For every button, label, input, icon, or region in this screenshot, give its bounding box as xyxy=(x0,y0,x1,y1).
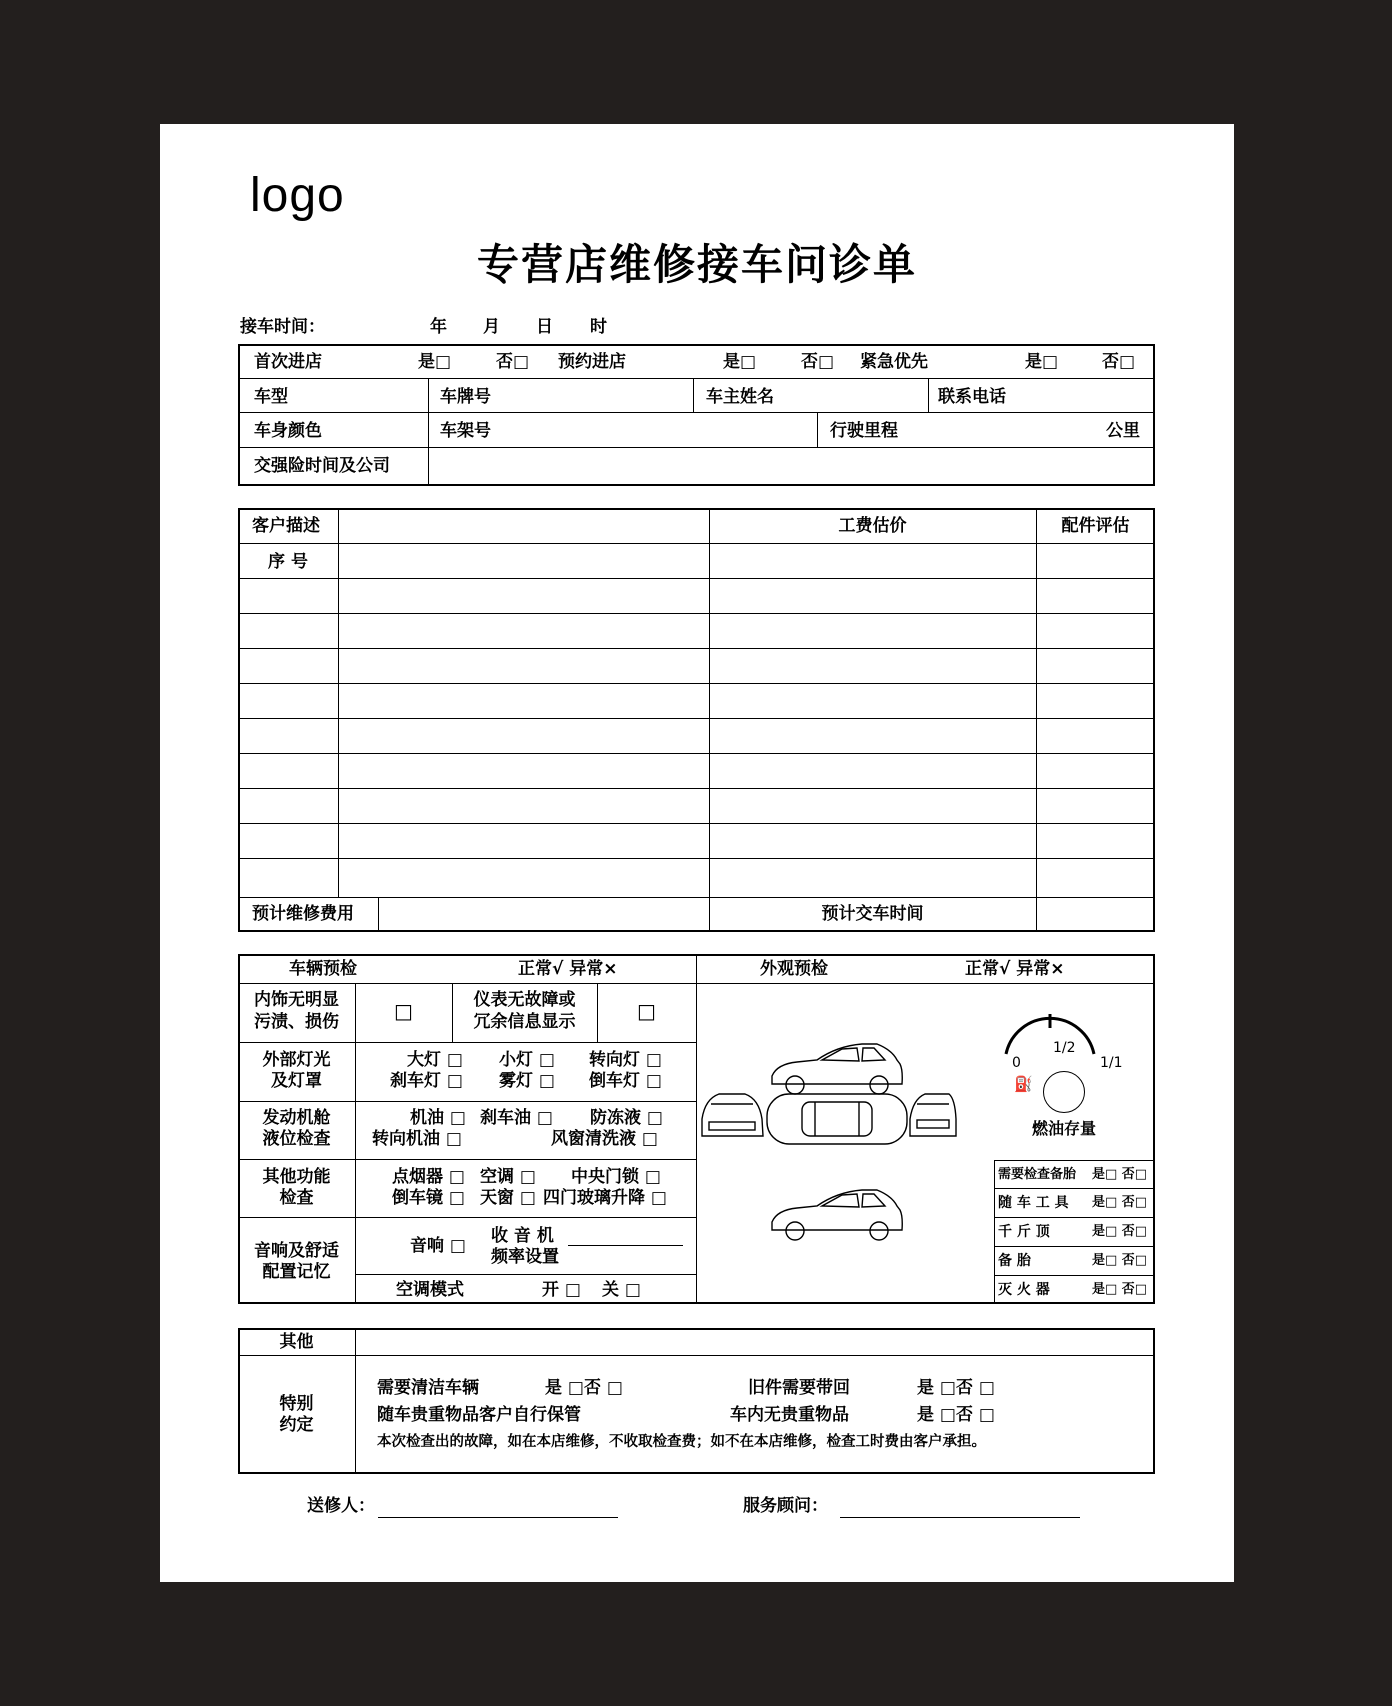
plate-label: 车牌号 xyxy=(440,387,491,407)
est-delivery-label: 预计交车时间 xyxy=(821,904,924,924)
fuel-zero: 0 xyxy=(1012,1055,1021,1071)
dash-label: 仪表无故障或 xyxy=(473,990,576,1010)
reception-time-label: 接车时间： xyxy=(240,317,325,337)
vin-label: 车架号 xyxy=(440,421,491,441)
appointment-label: 预约进店 xyxy=(558,352,626,372)
fuel-pump-icon: ⛽ xyxy=(1014,1075,1033,1093)
valuables-label: 随车贵重物品客户自行保管 xyxy=(377,1405,581,1425)
car-front-view xyxy=(702,1094,763,1136)
appointment-yes[interactable]: 是□ xyxy=(723,352,757,372)
dash-label-2: 冗余信息显示 xyxy=(473,1012,576,1032)
washer-check[interactable]: 风窗清洗液 □ xyxy=(551,1129,658,1149)
form-sheet xyxy=(160,124,1234,1582)
brake-oil-check[interactable]: 刹车油 □ xyxy=(480,1108,553,1128)
fuel-circle xyxy=(1043,1071,1085,1113)
est-cost-label: 预计维修费用 xyxy=(252,904,354,924)
sunroof-check[interactable]: 天窗 □ xyxy=(480,1188,536,1208)
freq-label: 频率设置 xyxy=(491,1247,559,1267)
tools-opt[interactable]: 是□ 否□ xyxy=(1092,1195,1148,1210)
audio-check[interactable]: 音响 □ xyxy=(410,1236,466,1256)
advisor-signature-line[interactable] xyxy=(840,1517,1080,1518)
day-label: 日 xyxy=(536,317,553,337)
lighter-check[interactable]: 点烟器 □ xyxy=(392,1167,465,1187)
ac-mode-label: 空调模式 xyxy=(396,1280,464,1300)
first-visit-no[interactable]: 否□ xyxy=(496,352,530,372)
phone-label: 联系电话 xyxy=(938,387,1006,407)
model-label: 车型 xyxy=(254,387,288,407)
year-label: 年 xyxy=(430,317,447,337)
mileage-label: 行驶里程 xyxy=(830,421,898,441)
interior-label-2: 污渍、损伤 xyxy=(254,1012,339,1032)
jack-opt[interactable]: 是□ 否□ xyxy=(1092,1224,1148,1239)
fuel-full: 1/1 xyxy=(1100,1055,1123,1071)
hour-label: 时 xyxy=(590,317,607,337)
engine-label-2: 液位检查 xyxy=(262,1129,331,1149)
jack-label: 千 斤 顶 xyxy=(998,1224,1050,1240)
other-func-label: 其他功能 xyxy=(262,1167,331,1187)
extinguisher-label: 灭 火 器 xyxy=(998,1282,1050,1298)
car-side-view-bottom xyxy=(772,1190,902,1240)
exterior-legend: 正常√ 异常× xyxy=(965,959,1065,979)
sender-label: 送修人： xyxy=(307,1496,375,1516)
old-parts-opt[interactable]: 是 □否 □ xyxy=(917,1378,995,1398)
urgent-yes[interactable]: 是□ xyxy=(1025,352,1059,372)
parts-header: 配件评估 xyxy=(1061,516,1130,536)
smalllight-check[interactable]: 小灯 □ xyxy=(499,1050,555,1070)
other-table xyxy=(238,1328,1155,1474)
clean-label: 需要清洁车辆 xyxy=(377,1378,479,1398)
form-title: 专营店维修接车问诊单 xyxy=(476,240,917,289)
first-visit-yes[interactable]: 是□ xyxy=(418,352,452,372)
headlight-check[interactable]: 大灯 □ xyxy=(407,1050,463,1070)
owner-label: 车主姓名 xyxy=(706,387,774,407)
antifreeze-check[interactable]: 防冻液 □ xyxy=(590,1108,663,1128)
no-valuables-label: 车内无贵重物品 xyxy=(730,1405,849,1425)
fuel-label: 燃油存量 xyxy=(1032,1119,1097,1138)
car-rear-view xyxy=(910,1094,956,1136)
fuel-half: 1/2 xyxy=(1053,1040,1076,1056)
dash-checkbox[interactable]: □ xyxy=(637,999,656,1023)
spare-check-opt[interactable]: 是□ 否□ xyxy=(1092,1167,1148,1182)
vehicle-precheck-header: 车辆预检 xyxy=(289,959,357,979)
ac-off-check[interactable]: 关 □ xyxy=(602,1280,641,1300)
spare-opt[interactable]: 是□ 否□ xyxy=(1092,1253,1148,1268)
vehicle-legend: 正常√ 异常× xyxy=(518,959,618,979)
urgent-no[interactable]: 否□ xyxy=(1102,352,1136,372)
brakelight-check[interactable]: 刹车灯 □ xyxy=(390,1071,463,1091)
spare-check-label: 需要检查备胎 xyxy=(998,1167,1077,1182)
color-label: 车身颜色 xyxy=(254,421,322,441)
sender-signature-line[interactable] xyxy=(378,1517,618,1518)
seq-header: 序 号 xyxy=(268,552,308,572)
first-visit-label: 首次进店 xyxy=(254,352,322,372)
lights-label: 外部灯光 xyxy=(262,1050,331,1070)
engine-label: 发动机舱 xyxy=(262,1108,331,1128)
radio-underline[interactable] xyxy=(568,1245,683,1246)
other-func-label-2: 检查 xyxy=(279,1188,314,1208)
advisor-label: 服务顾问： xyxy=(743,1496,828,1516)
logo: logo xyxy=(250,169,345,222)
interior-label: 内饰无明显 xyxy=(254,990,339,1010)
interior-checkbox[interactable]: □ xyxy=(394,999,413,1023)
ac-check[interactable]: 空调 □ xyxy=(480,1167,536,1187)
steering-oil-check[interactable]: 转向机油 □ xyxy=(372,1129,462,1149)
old-parts-label: 旧件需要带回 xyxy=(748,1378,850,1398)
appointment-no[interactable]: 否□ xyxy=(801,352,835,372)
foglight-check[interactable]: 雾灯 □ xyxy=(499,1071,555,1091)
notice-text: 本次检查出的故障，如在本店维修，不收取检查费；如不在本店维修，检查工时费由客户承担。 xyxy=(377,1434,986,1450)
tools-label: 随 车 工 具 xyxy=(998,1195,1069,1211)
other-label: 其他 xyxy=(279,1332,314,1352)
audio-label: 音响及舒适 xyxy=(254,1241,339,1261)
exterior-precheck-header: 外观预检 xyxy=(760,959,828,979)
radio-label: 收 音 机 xyxy=(491,1226,554,1246)
windows-check[interactable]: 四门玻璃升降 □ xyxy=(543,1188,667,1208)
special-label: 特别 xyxy=(279,1394,314,1414)
central-lock-check[interactable]: 中央门锁 □ xyxy=(571,1167,661,1187)
car-top-view xyxy=(767,1094,907,1144)
lights-label-2: 及灯罩 xyxy=(271,1071,322,1091)
spare-label: 备 胎 xyxy=(998,1253,1031,1269)
urgent-label: 紧急优先 xyxy=(860,352,928,372)
no-valuables-opt[interactable]: 是 □否 □ xyxy=(917,1405,995,1425)
oil-check[interactable]: 机油 □ xyxy=(410,1108,466,1128)
reverselight-check[interactable]: 倒车灯 □ xyxy=(589,1071,662,1091)
car-side-view-top xyxy=(772,1044,902,1094)
car-diagram xyxy=(697,984,957,1304)
ac-on-check[interactable]: 开 □ xyxy=(542,1280,581,1300)
labor-header: 工费估价 xyxy=(838,516,907,536)
extinguisher-opt[interactable]: 是□ 否□ xyxy=(1092,1282,1148,1297)
km-label: 公里 xyxy=(1106,421,1140,441)
audio-label-2: 配置记忆 xyxy=(262,1262,331,1282)
special-label-2: 约定 xyxy=(279,1415,314,1435)
repair-items-table xyxy=(238,508,1155,932)
turnlight-check[interactable]: 转向灯 □ xyxy=(589,1050,662,1070)
customer-desc-header: 客户描述 xyxy=(252,516,320,536)
insurance-label: 交强险时间及公司 xyxy=(254,456,390,476)
month-label: 月 xyxy=(483,317,500,337)
clean-opt[interactable]: 是 □否 □ xyxy=(545,1378,623,1398)
mirror-check[interactable]: 倒车镜 □ xyxy=(392,1188,465,1208)
